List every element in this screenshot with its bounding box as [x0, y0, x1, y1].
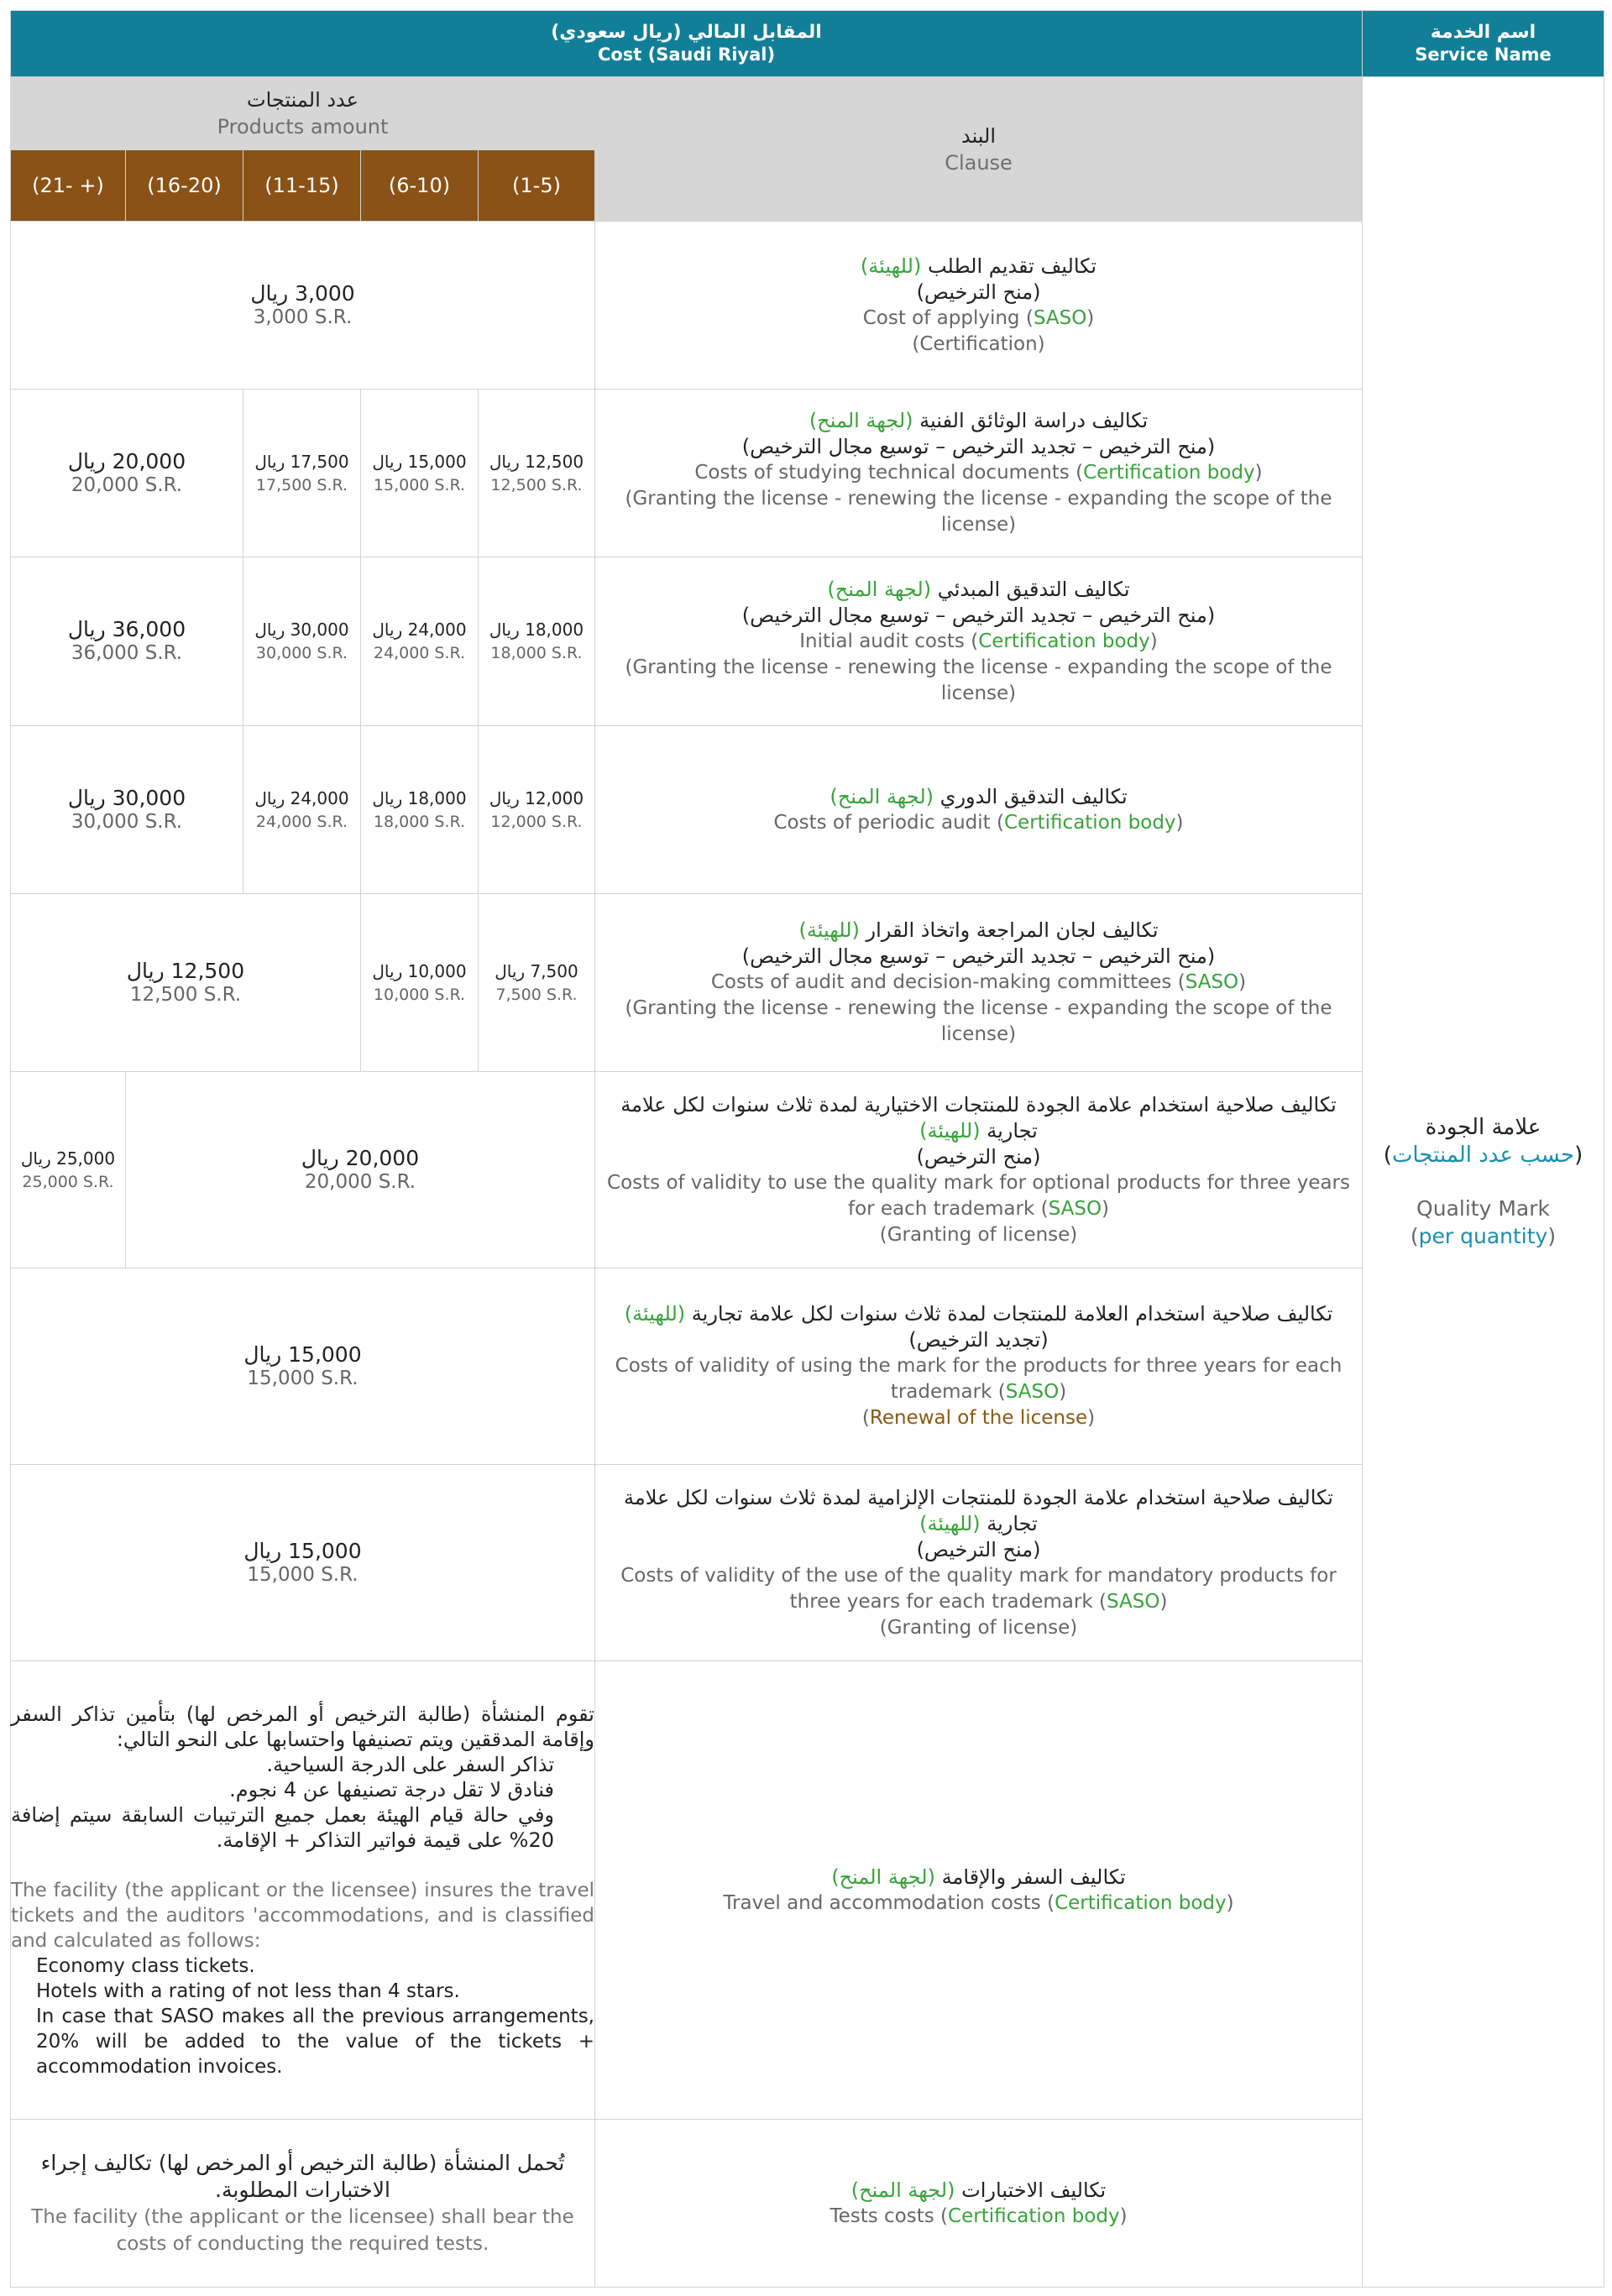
- price-ar: 3,000 ريال: [250, 280, 355, 306]
- cost-header-ar: المقابل المالي (ريال سعودي): [551, 22, 822, 43]
- clause-en: Cost of applying (SASO): [862, 306, 1095, 329]
- price-applying: [11, 222, 595, 390]
- travel-note-en: The facility (the applicant or the licensee) insures the travel tickets and the auditors 'accommodations, and is classified and calculated as follows:: [11, 1879, 594, 1952]
- clause-ar: تكاليف تقديم الطلب (للهيئة): [860, 254, 1097, 278]
- tier-1-5: (1-5): [479, 150, 595, 222]
- price-all-tiers: 15,000 ريال 15,000 S.R.: [11, 1465, 595, 1661]
- fee-table-sheet: [10, 10, 1604, 2288]
- clause-header-ar: البند: [960, 123, 997, 148]
- price-en: 3,000 S.R.: [253, 306, 353, 328]
- clause-initial-audit: تكاليف التدقيق المبدئي (لجهة المنح) (منح الترخيص – تجديد الترخيص – توسيع مجال الترخيص) Initial audit costs (Certification body) (Granting the license - renewing the license - expanding the scope of the license): [595, 557, 1363, 726]
- price-tier-16-plus: 20,000 ريال 20,000 S.R.: [11, 390, 243, 557]
- tier-16-20: (16-20): [126, 150, 243, 222]
- travel-note-ar-list: [11, 1752, 594, 1853]
- products-amount-en: Products amount: [217, 115, 389, 139]
- clause-renewal: تكاليف صلاحية استخدام العلامة للمنتجات لمدة ثلاث سنوات لكل علامة تجارية (للهيئة) (تجديد الترخيص) Costs of validity of using the mark for the products for three years for each trademark (SASO) (Renewal of the license): [595, 1268, 1363, 1465]
- tests-note: [11, 2120, 595, 2288]
- travel-note-ar: تقوم المنشأة (طالبة الترخيص أو المرخص لها) بتأمين تذاكر السفر وإقامة المدققين ويتم تصنيفها واحتسابها على النحو التالي:: [11, 1702, 594, 1751]
- tier-11-15: (11-15): [243, 150, 361, 222]
- price-tier-21-plus: 25,000 ريال 25,000 S.R.: [11, 1072, 126, 1268]
- service-qualifier-en: (per quantity): [1410, 1224, 1557, 1248]
- clause-header-en: Clause: [945, 150, 1013, 175]
- clause-technical-documents: تكاليف دراسة الوثائق الفنية (لجهة المنح) (منح الترخيص – تجديد الترخيص – توسيع مجال الترخيص) Costs of studying technical documents (Certification body) (Granting the license - renewing the license - expanding the scope of the license): [595, 390, 1363, 557]
- price-tier-11-15: 30,000 ريال 30,000 S.R.: [243, 557, 361, 726]
- clause-travel: تكاليف السفر والإقامة (لجهة المنح) Travel and accommodation costs (Certification body): [595, 1661, 1363, 2120]
- service-name-ar: علامة الجودة: [1425, 1115, 1541, 1140]
- price-tier-6-10: 24,000 ريال 24,000 S.R.: [361, 557, 479, 726]
- fee-table: [10, 10, 1604, 2288]
- header-row-products: [11, 77, 1604, 150]
- price-tier-1-5: 18,000 ريال 18,000 S.R.: [479, 557, 595, 726]
- tests-note-ar: تُحمل المنشأة (طالبة الترخيص أو المرخص لها) تكاليف إجراء الاختبارات المطلوبة.: [40, 2150, 565, 2202]
- list-item: Economy class tickets.: [36, 1954, 255, 1977]
- service-header-ar: اسم الخدمة: [1430, 22, 1536, 43]
- price-tier-1-5: 7,500 ريال 7,500 S.R.: [479, 894, 595, 1072]
- service-header-en: Service Name: [1415, 44, 1552, 65]
- clause-scope-en: (Certification): [912, 332, 1045, 355]
- products-amount-ar: عدد المنتجات: [247, 88, 359, 112]
- service-name-en: Quality Mark: [1416, 1196, 1550, 1221]
- clause-optional-products: تكاليف صلاحية استخدام علامة الجودة للمنتجات الاختيارية لمدة ثلاث سنوات لكل علامة تجارية (للهيئة) (منح الترخيص) Costs of validity to use the quality mark for optional products for three years for each trademark (SASO) (Granting of license): [595, 1072, 1363, 1268]
- price-tier-6-10: 15,000 ريال 15,000 S.R.: [361, 390, 479, 557]
- price-tier-16-plus: 36,000 ريال 36,000 S.R.: [11, 557, 243, 726]
- list-item: Hotels with a rating of not less than 4 stars.: [36, 1980, 460, 2002]
- price-tier-1-5: 12,500 ريال 12,500 S.R.: [479, 390, 595, 557]
- list-item: وفي حالة قيام الهيئة بعمل جميع الترتيبات السابقة سيتم إضافة 20% على قيمة فواتير التذاكر + الإقامة.: [11, 1802, 554, 1852]
- price-all-tiers: 15,000 ريال 15,000 S.R.: [11, 1268, 595, 1465]
- clause-mandatory-products: تكاليف صلاحية استخدام علامة الجودة للمنتجات الإلزامية لمدة ثلاث سنوات لكل علامة تجارية (للهيئة) (منح الترخيص) Costs of validity of the use of the quality mark for mandatory products for three years for each trademark (SASO) (Granting of license): [595, 1465, 1363, 1661]
- price-tier-1-5: 12,000 ريال 12,000 S.R.: [479, 726, 595, 894]
- list-item: تذاكر السفر على الدرجة السياحية.: [266, 1752, 554, 1776]
- clause-periodic-audit: تكاليف التدقيق الدوري (لجهة المنح) Costs of periodic audit (Certification body): [595, 726, 1363, 894]
- price-tier-16-plus: 30,000 ريال 30,000 S.R.: [11, 726, 243, 894]
- clause-committees: تكاليف لجان المراجعة واتخاذ القرار (للهيئة) (منح الترخيص – تجديد الترخيص – توسيع مجال الترخيص) Costs of audit and decision-making committees (SASO) (Granting the license - renewing the license - expanding the scope of the license): [595, 894, 1363, 1072]
- price-tier-6-10: 10,000 ريال 10,000 S.R.: [361, 894, 479, 1072]
- clause-scope-ar: (منح الترخيص): [916, 280, 1041, 304]
- travel-note-en-list: [11, 1953, 594, 2079]
- clause-tests: تكاليف الاختبارات (لجهة المنح) Tests costs (Certification body): [595, 2120, 1363, 2288]
- service-header: [1363, 11, 1604, 77]
- cost-header: [11, 11, 1363, 77]
- header-row-cost: [11, 11, 1604, 77]
- price-tier-11-plus: 12,500 ريال 12,500 S.R.: [11, 894, 361, 1072]
- cost-header-en: Cost (Saudi Riyal): [597, 44, 776, 65]
- tests-note-en: The facility (the applicant or the licensee) shall bear the costs of conducting the required tests.: [31, 2205, 574, 2255]
- service-name-cell: [1363, 77, 1604, 2288]
- price-tier-1-20: 20,000 ريال 20,000 S.R.: [126, 1072, 595, 1268]
- products-amount-header: [11, 77, 595, 150]
- tier-21-plus: (21- +): [11, 150, 126, 222]
- service-qualifier-ar: (حسب عدد المنتجات): [1383, 1143, 1583, 1168]
- tier-6-10: (6-10): [361, 150, 479, 222]
- price-tier-11-15: 24,000 ريال 24,000 S.R.: [243, 726, 361, 894]
- clause-header: [595, 77, 1363, 222]
- list-item: In case that SASO makes all the previous arrangements, 20% will be added to the value of the tickets + accommodation invoices.: [36, 2005, 594, 2078]
- list-item: فنادق لا تقل درجة تصنيفها عن 4 نجوم.: [229, 1777, 554, 1802]
- price-tier-11-15: 17,500 ريال 17,500 S.R.: [243, 390, 361, 557]
- price-tier-6-10: 18,000 ريال 18,000 S.R.: [361, 726, 479, 894]
- clause-applying: [595, 222, 1363, 390]
- travel-note: [11, 1661, 595, 2120]
